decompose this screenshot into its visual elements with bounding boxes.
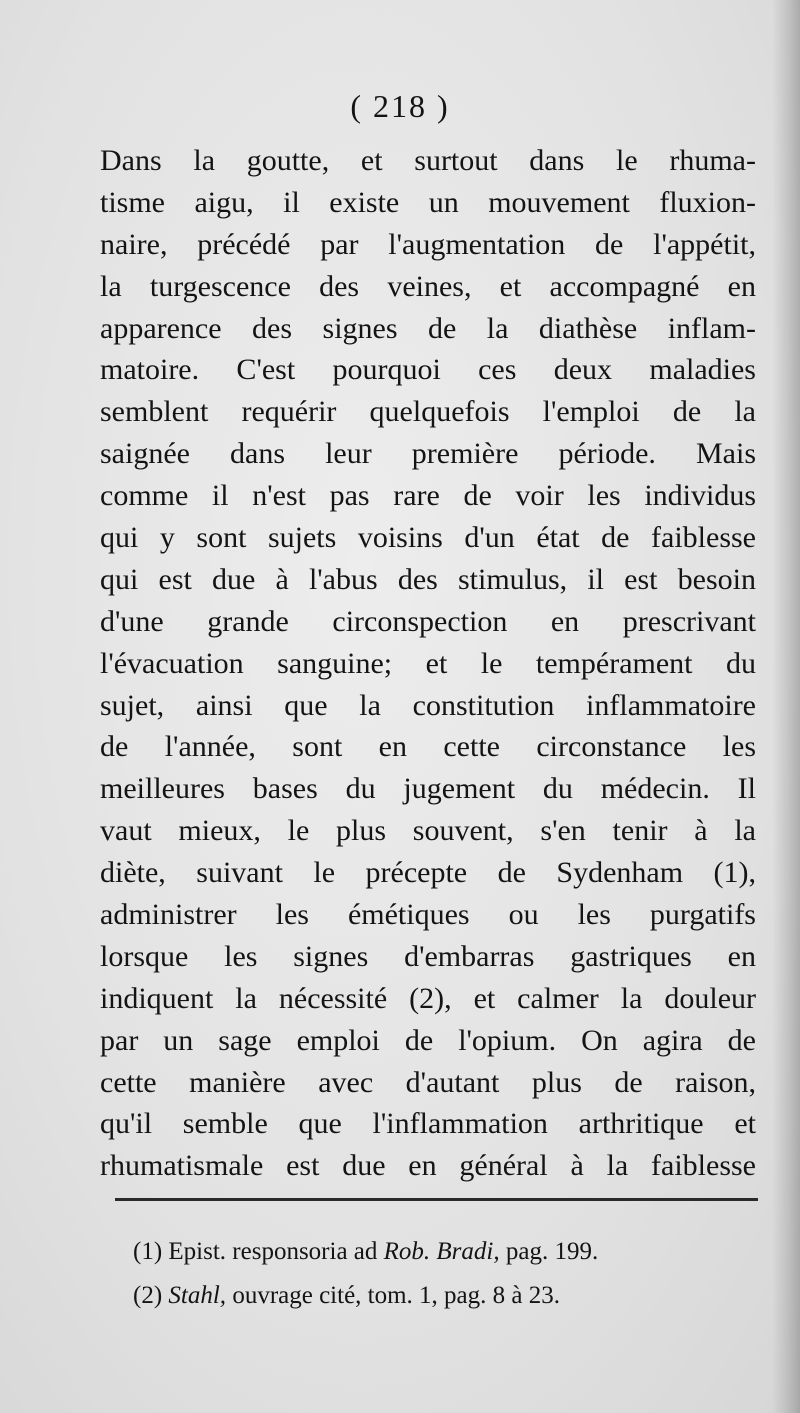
text-line: administrer les émétiques ou les purgatifs [100,898,756,932]
text-line: semblent requérir quelquefois l'emploi de la [100,395,756,429]
text-line: tisme aigu, il existe un mouvement fluxion- [100,185,756,219]
footnote-separator-rule [115,1198,758,1201]
footnote-marker: (2) [133,1282,163,1309]
text-line: Dans la goutte, et surtout dans le rhuma- [100,144,756,177]
footnote-1 [133,1230,733,1274]
text-line: de l'année, sont en cette circonstance les [100,730,756,764]
text-line: qu'il semble que l'inflammation arthritique et [100,1107,756,1141]
text-line: comme il n'est pas rare de voir les individus [100,479,756,513]
page-edge-shadow [772,0,800,1413]
text-line: qui y sont sujets voisins d'un état de faiblesse [100,521,756,555]
text-line: par un sage emploi de l'opium. On agira de [100,1023,756,1057]
footnote-2 [133,1274,733,1318]
text-line: indiquent la nécessité (2), et calmer la douleur [100,981,756,1015]
text-line: lorsque les signes d'embarras gastriques en [100,939,756,973]
text-line: l'évacuation sanguine; et le tempérament du [100,646,756,680]
text-line: apparence des signes de la diathèse inflam- [100,311,756,345]
footnote-text: ouvrage cité, tom. 1, pag. 8 à 23. [232,1282,560,1309]
text-line: sujet, ainsi que la constitution inflammatoire [100,688,756,722]
text-line: naire, précédé par l'augmentation de l'appétit, [100,227,756,261]
footnotes [133,1230,733,1318]
text-line: vaut mieux, le plus souvent, s'en tenir à la [100,814,756,848]
text-line: rhumatismale est due en général à la faiblesse [100,1149,756,1183]
footnote-italic-reference: Stahl, [168,1282,227,1309]
text-line: diète, suivant le précepte de Sydenham (1), [100,856,756,890]
text-line: meilleures bases du jugement du médecin. Il [100,772,756,806]
footnote-text: Epist. responsoria ad [168,1238,378,1265]
footnote-text: pag. 199. [505,1238,599,1265]
page-number: ( 218 ) [350,88,450,124]
footnote-italic-reference: Rob. Bradi, [383,1238,500,1265]
text-line: saignée dans leur première période. Mais [100,437,756,471]
text-line: la turgescence des veines, et accompagné en [100,269,756,303]
text-line: cette manière avec d'autant plus de raison, [100,1065,756,1099]
text-line: matoire. C'est pourquoi ces deux maladies [100,353,756,387]
body-paragraph [100,140,756,1187]
text-line: qui est due à l'abus des stimulus, il est besoin [100,562,756,596]
footnote-marker: (1) [133,1238,163,1265]
text-line: d'une grande circonspection en prescrivant [100,604,756,638]
